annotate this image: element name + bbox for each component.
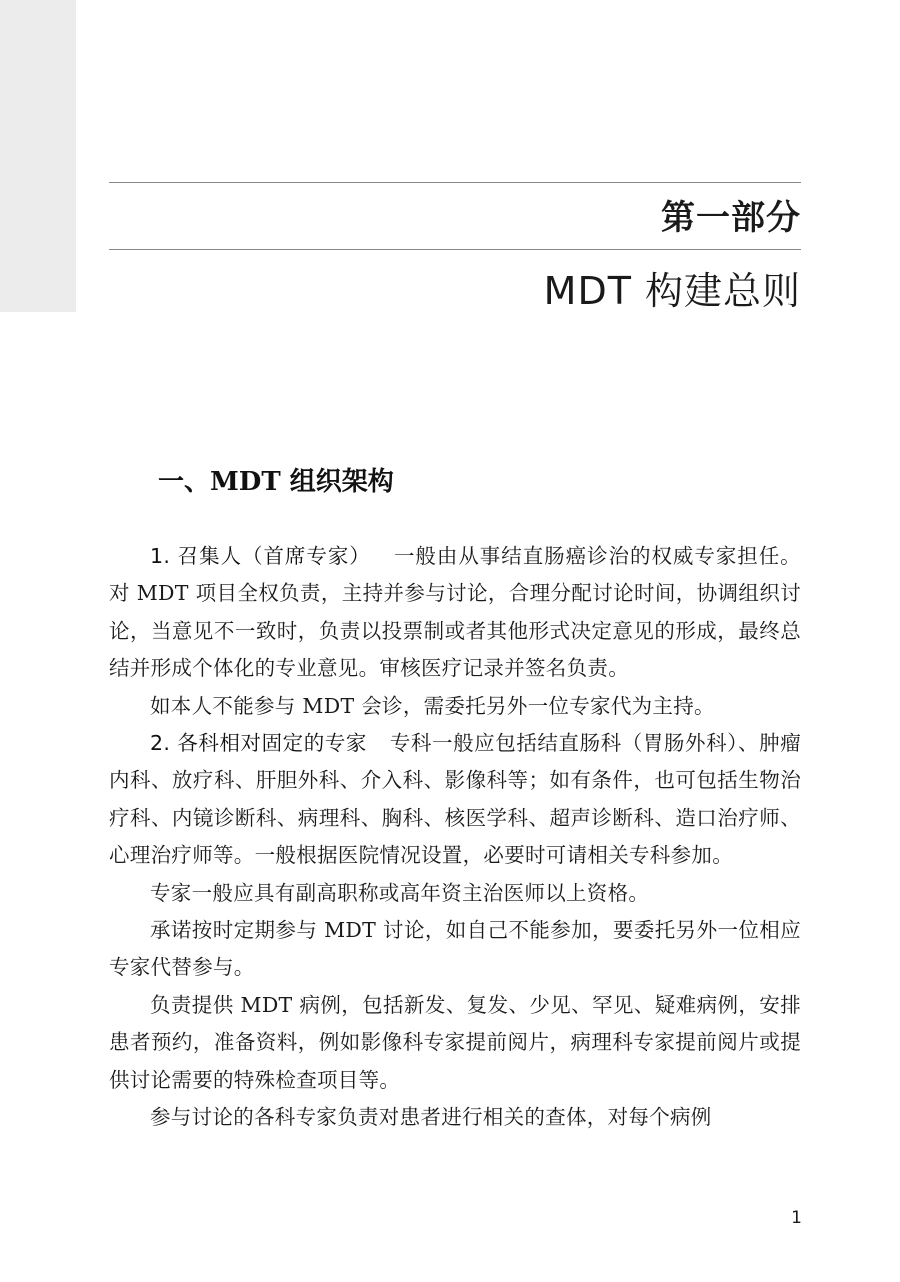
- part-title: 第一部分: [661, 198, 801, 238]
- paragraph-attendance: [109, 912, 801, 987]
- paragraph-text: 参与讨论的各科专家负责对患者进行相关的查体，对每个病例: [150, 1105, 712, 1130]
- title-divider: [109, 249, 801, 250]
- section-heading: 一、MDT 组织架构: [158, 467, 394, 497]
- paragraph-text: 承诺按时定期参与 MDT 讨论，如自己不能参加，要委托另外一位相应专家代替参与。: [109, 918, 801, 980]
- paragraph-lead-experts: 2. 各科相对固定的专家: [150, 731, 368, 756]
- paragraph-text: 专科一般应包括结直肠科（胃肠外科）、肿瘤内科、放疗科、肝胆外科、介入科、影像科等；如有条件，也可包括生物治疗科、内镜诊断科、病理科、胸科、核医学科、超声诊断科、造口治疗师、心理治疗师等。一般根据医院情况设置，必要时可请相关专科参加。: [109, 731, 801, 868]
- paragraph-case-provision: [109, 987, 801, 1099]
- top-divider: [109, 182, 801, 183]
- paragraph-delegate-host: [109, 688, 801, 725]
- paragraph-text: 负责提供 MDT 病例，包括新发、复发、少见、罕见、疑难病例，安排患者预约，准备资料，例如影像科专家提前阅片，病理科专家提前阅片或提供讨论需要的特殊检查项目等。: [109, 992, 801, 1092]
- paragraph-convener: [109, 538, 801, 688]
- paragraph-text: 专家一般应具有副高职称或高年资主治医师以上资格。: [150, 880, 650, 905]
- paragraph-lead-convener: 1. 召集人（首席专家）: [150, 544, 371, 568]
- side-tab-block: [0, 0, 76, 312]
- paragraph-experts: [109, 725, 801, 875]
- paragraph-text: 如本人不能参与 MDT 会诊，需委托另外一位专家代为主持。: [150, 693, 715, 718]
- chapter-title: MDT 构建总则: [543, 269, 801, 313]
- paragraph-text: 一般由从事结直肠癌诊治的权威专家担任。对 MDT 项目全权负责，主持并参与讨论，合理分配讨论时间，协调组织讨论，当意见不一致时，负责以投票制或者其他形式决定意见的形成，最终总结并形成个体化的专业意见。审核医疗记录并签名负责。: [109, 544, 801, 681]
- body-text: [109, 538, 801, 1137]
- page-number: 1: [791, 1208, 802, 1228]
- paragraph-examination: [109, 1099, 801, 1136]
- paragraph-qualification: [109, 875, 801, 912]
